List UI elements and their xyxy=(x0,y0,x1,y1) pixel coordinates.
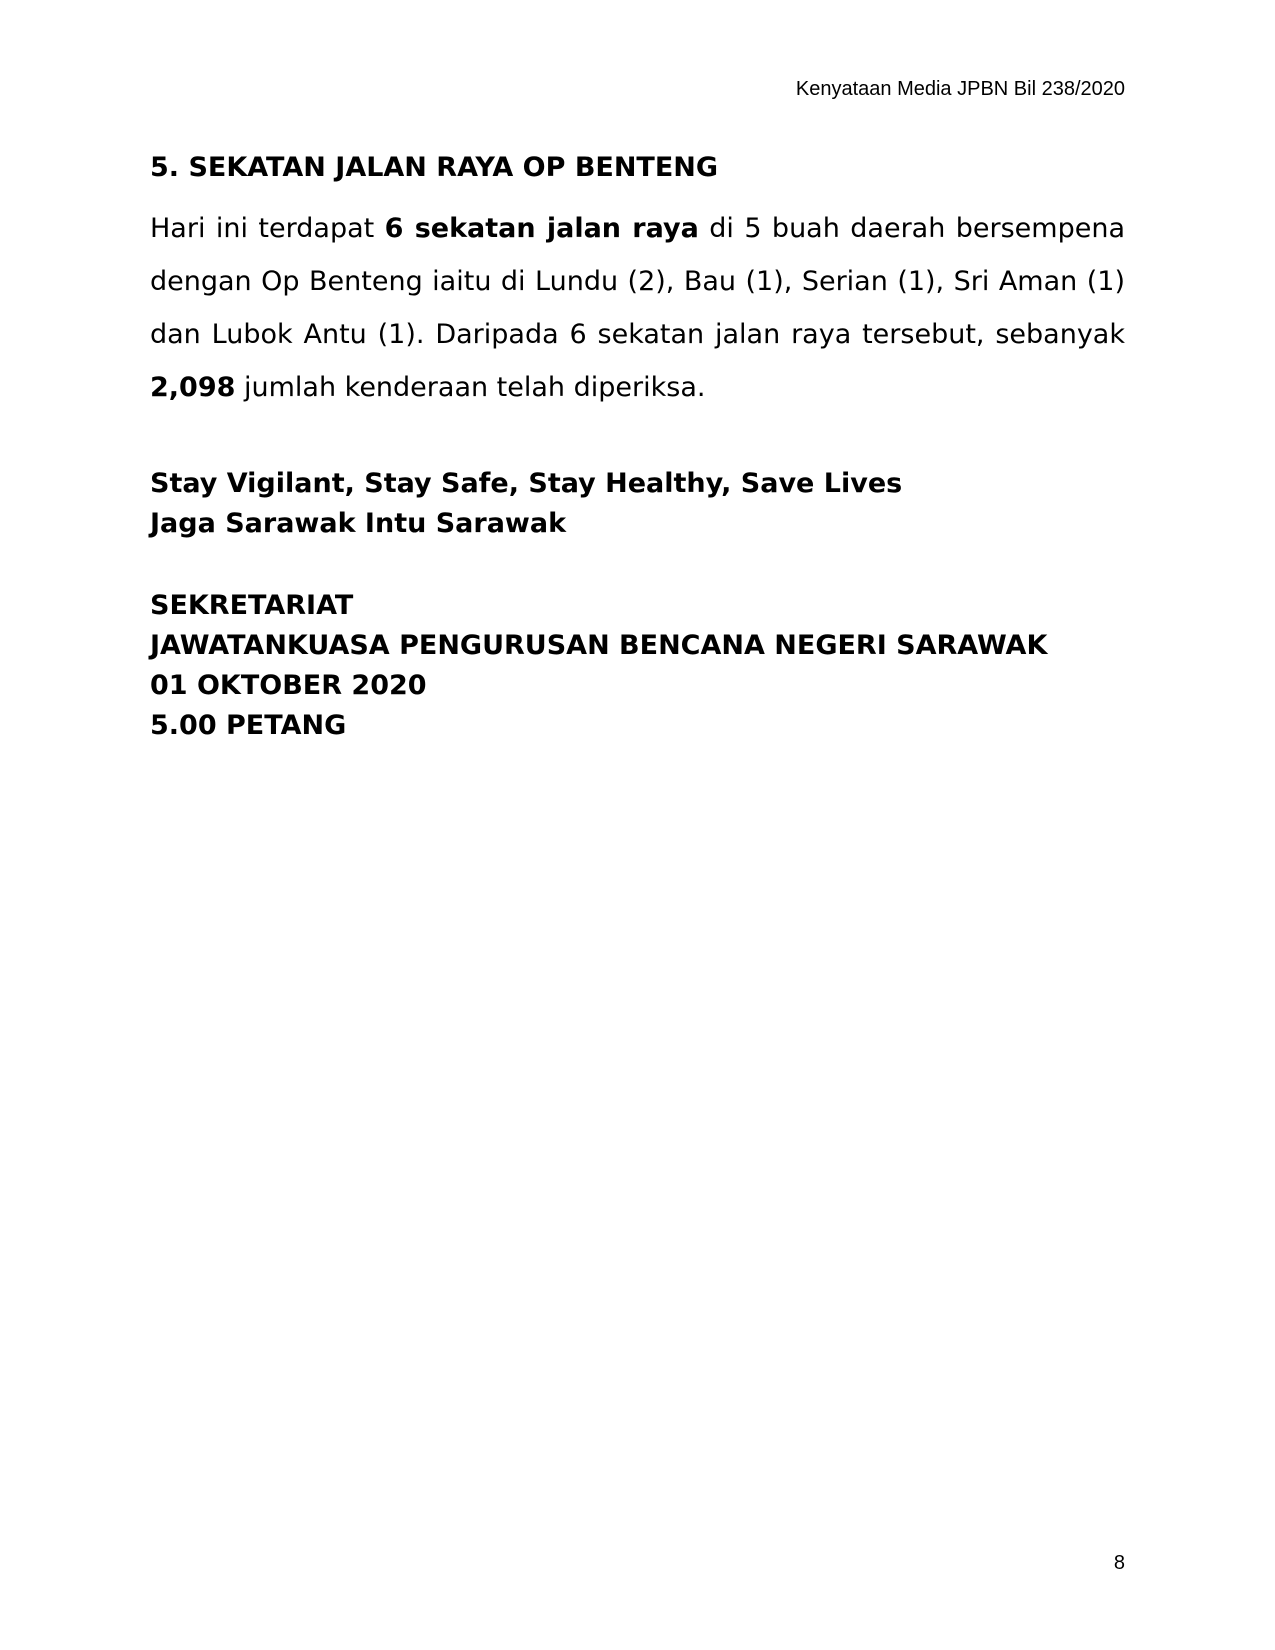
slogan-line: Stay Vigilant, Stay Safe, Stay Healthy, Save Lives xyxy=(150,468,903,499)
signoff-secretariat: SEKRETARIAT xyxy=(150,590,354,621)
signoff-date: 01 OKTOBER 2020 xyxy=(150,670,427,701)
paragraph-bold-vehicle-count: 2,098 xyxy=(150,372,236,403)
section-title: 5. SEKATAN JALAN RAYA OP BENTENG xyxy=(150,152,719,183)
page-number: 8 xyxy=(1113,1552,1125,1574)
slogan-line: Jaga Sarawak Intu Sarawak xyxy=(150,508,567,539)
document-header-reference: Kenyataan Media JPBN Bil 238/2020 xyxy=(795,78,1125,100)
signoff-committee: JAWATANKUASA PENGURUSAN BENCANA NEGERI SARAWAK xyxy=(150,630,1048,661)
signoff-time: 5.00 PETANG xyxy=(150,710,347,741)
paragraph-text-part-1: Hari ini terdapat xyxy=(150,213,385,244)
paragraph-text-part-3: jumlah kenderaan telah diperiksa. xyxy=(235,372,706,403)
signoff-block xyxy=(150,586,1125,746)
document-body xyxy=(150,150,1125,746)
paragraph-text-part-2: di 5 buah daerah bersempena dengan Op Benteng iaitu di Lundu (2), Bau (1), Serian (1), Sri Aman (1) dan Lubok Antu (1). Daripada 6 sekatan jalan raya tersebut, sebanyak xyxy=(150,213,1126,350)
section-paragraph xyxy=(150,202,1125,414)
paragraph-bold-roadblock-count: 6 sekatan jalan raya xyxy=(384,213,699,244)
slogans-block xyxy=(150,464,1125,544)
